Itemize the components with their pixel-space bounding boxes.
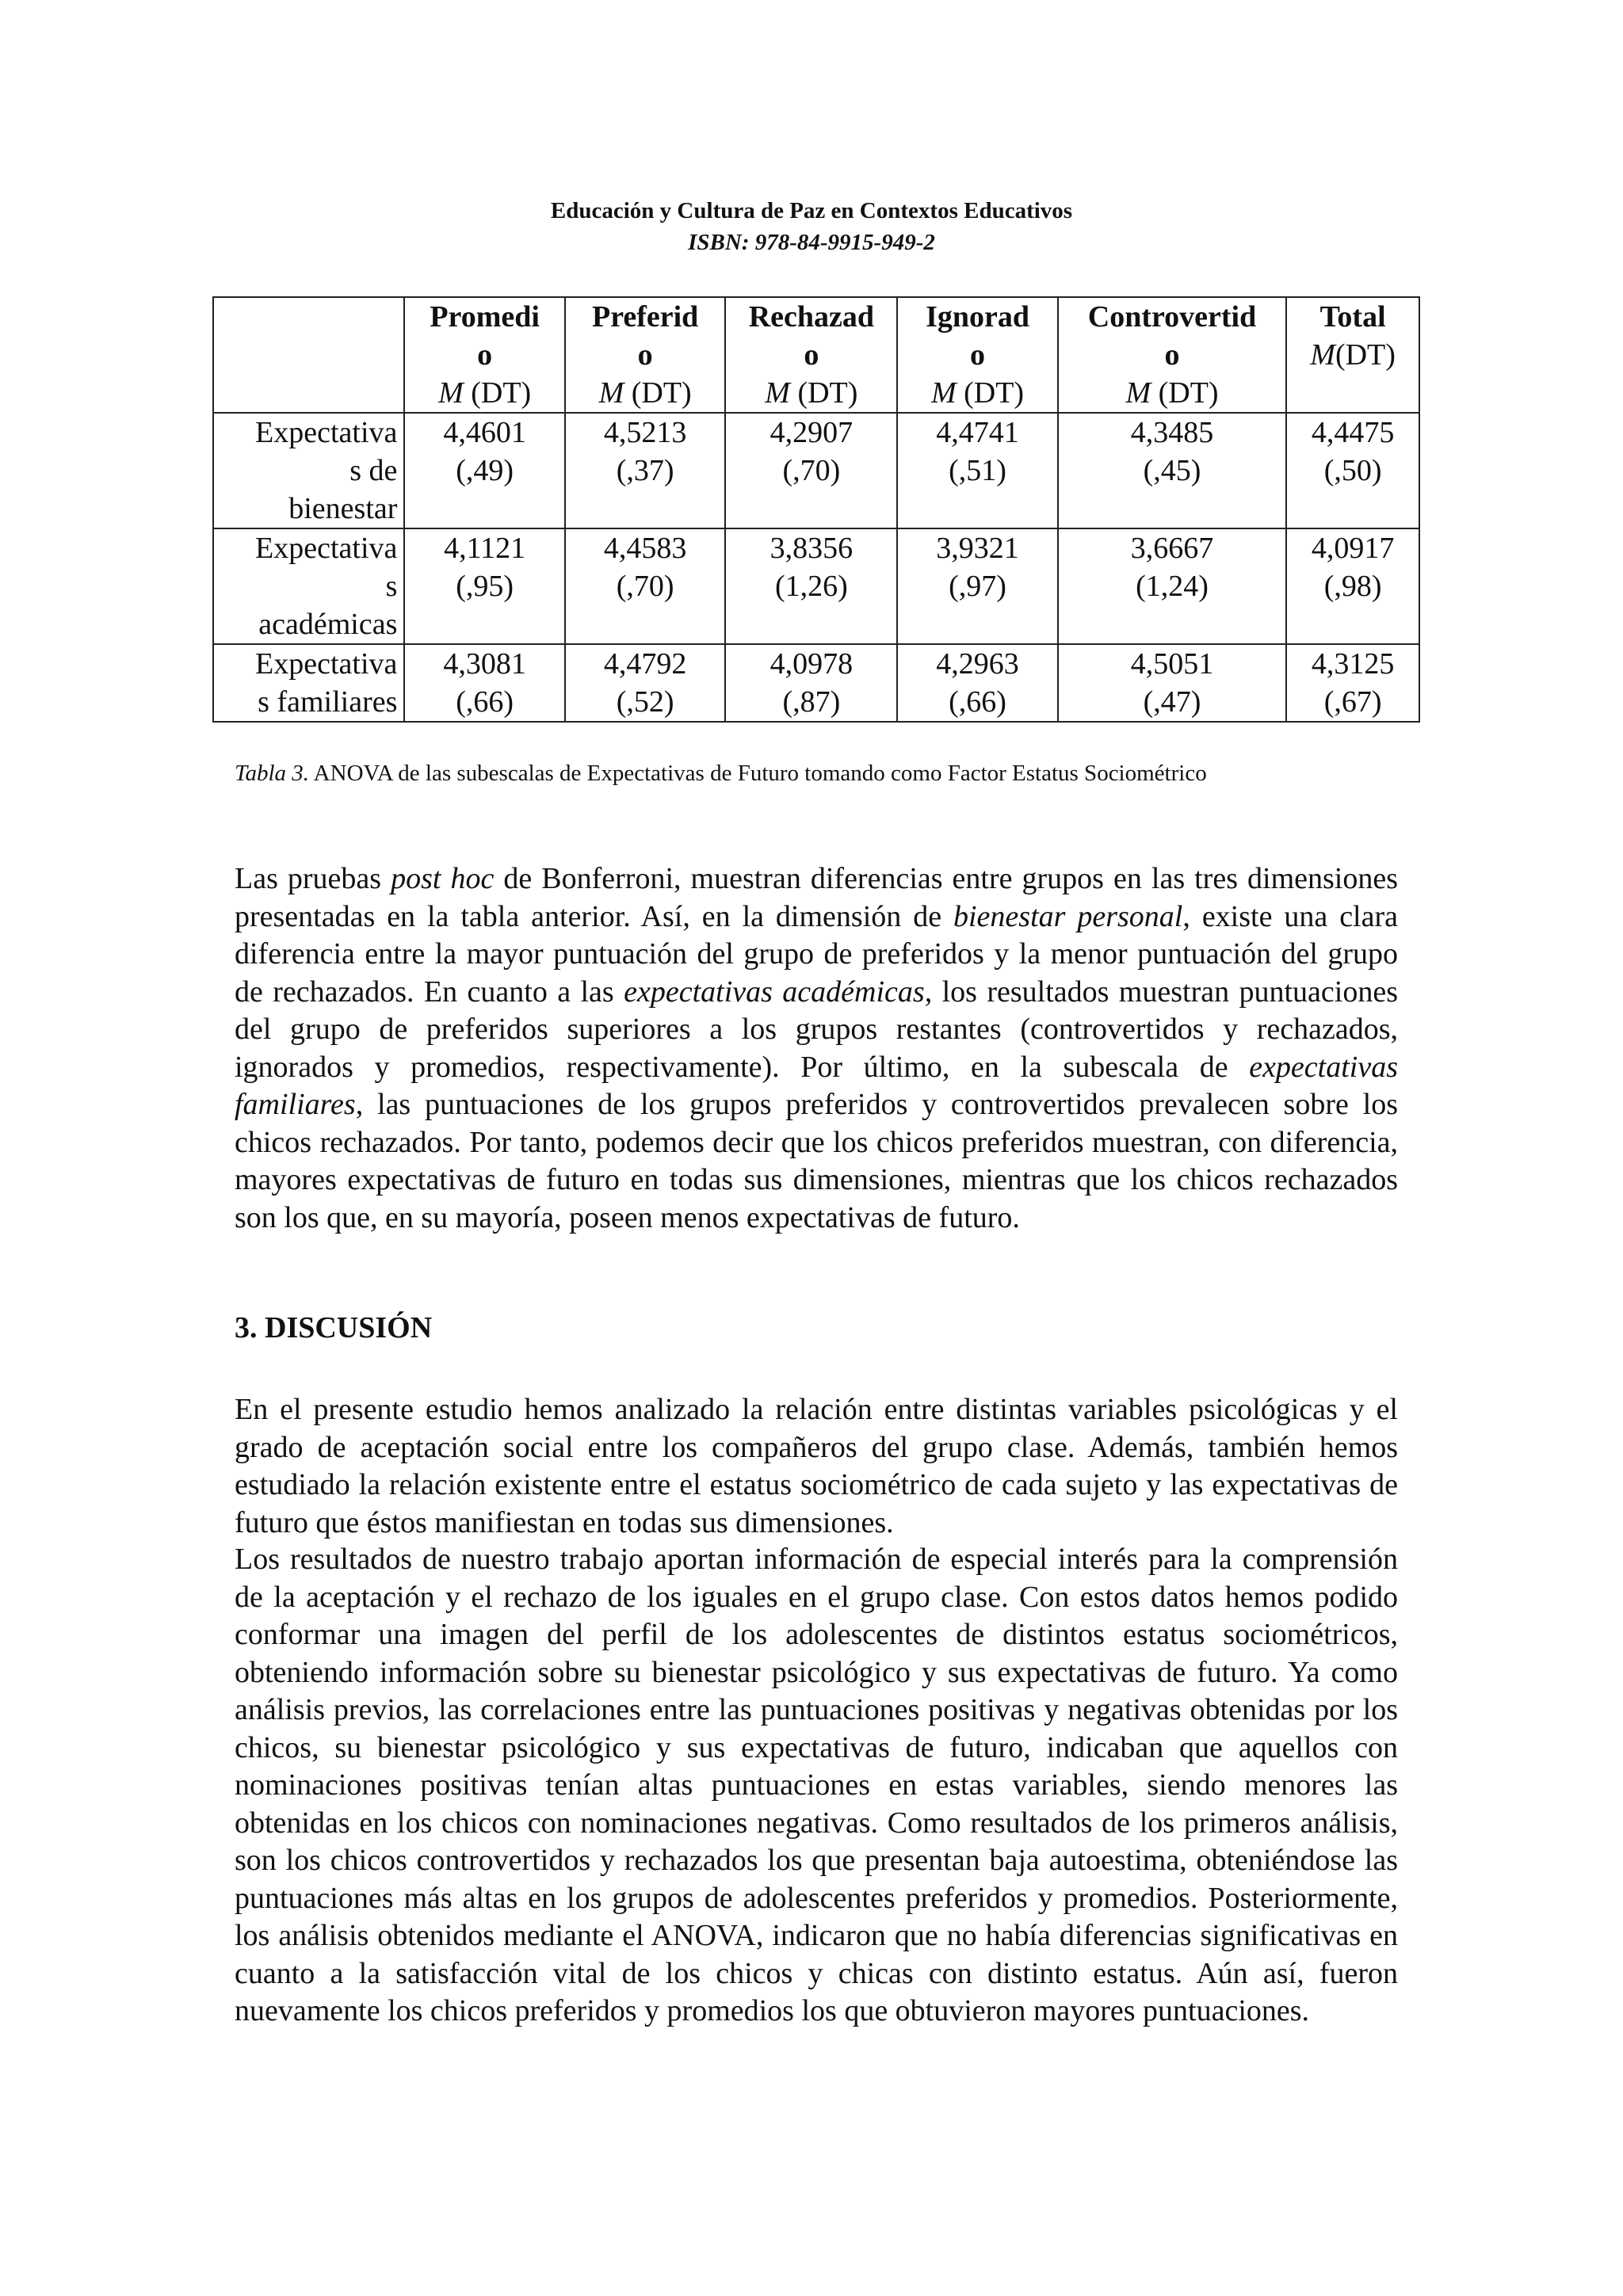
italic-term: expectativas académicas <box>624 974 925 1009</box>
table-cell <box>897 644 1058 722</box>
mean-symbol: M <box>1310 338 1335 372</box>
mean-value: 4,3081 <box>443 647 526 681</box>
row-label-line: s <box>385 570 398 603</box>
table-cell <box>565 413 726 528</box>
column-subheader <box>903 374 1052 412</box>
mean-symbol: M <box>598 376 624 410</box>
row-label-line: s de <box>349 454 398 487</box>
sd-value: (,66) <box>456 685 514 719</box>
mean-symbol: M <box>1125 376 1151 410</box>
text-segment: , los resultados muestran puntuaciones del grupo de preferidos superiores a los grupos restantes (controvertidos y rechazados, ignorados y promedios, respectivamente). Por último, en la subescala de <box>235 974 1398 1084</box>
dt-label: (DT) <box>463 376 532 410</box>
mean-value: 4,0978 <box>769 647 854 681</box>
mean-value: 4,2907 <box>769 416 854 449</box>
paragraph-text: En el presente estudio hemos analizado la relación entre distintas variables psicológicas y el grado de aceptación social entre los compañeros del grupo clase. Además, también hemos estudiado la relación existente entre el estatus sociométrico de cada sujeto y las expectativas de futuro que éstos manifiestan en todas sus dimensiones. <box>235 1393 1398 1539</box>
table-cell <box>1058 644 1286 722</box>
table-cell <box>897 413 1058 528</box>
column-header <box>897 297 1058 413</box>
sd-value: (,95) <box>456 570 514 603</box>
table-cell <box>725 413 897 528</box>
column-subheader <box>1292 336 1414 374</box>
section-heading-discussion: 3. DISCUSIÓN <box>235 1311 433 1344</box>
italic-term: bienestar personal <box>953 899 1183 933</box>
mean-value: 4,3125 <box>1311 647 1395 681</box>
text-segment: , existe una clara diferencia entre la mayor puntuación del grupo de preferidos y la menor puntuación del grupo de rechazados. En cuanto a las <box>235 899 1398 1009</box>
table-cell <box>565 528 726 644</box>
sd-value: (,67) <box>1323 685 1382 719</box>
column-name: Total <box>1319 300 1386 334</box>
column-name: o <box>1164 338 1180 372</box>
table-cell <box>404 413 565 528</box>
mean-value: 3,6667 <box>1130 532 1214 565</box>
column-name: Rechazad <box>748 300 874 334</box>
column-header <box>404 297 565 413</box>
mean-symbol: M <box>930 376 957 410</box>
table-row <box>213 528 1419 644</box>
column-subheader <box>1064 374 1281 412</box>
column-subheader <box>731 374 892 412</box>
table-cell <box>404 644 565 722</box>
paragraph-discussion-1 <box>235 1391 1398 1542</box>
sd-value: (1,26) <box>774 570 848 603</box>
table-cell <box>1286 644 1419 722</box>
sd-value: (,45) <box>1143 454 1201 487</box>
empty-corner-cell <box>213 297 404 413</box>
mean-symbol: M <box>765 376 790 410</box>
table-cell <box>725 528 897 644</box>
row-label-line: académicas <box>258 608 398 641</box>
mean-value: 4,4741 <box>936 416 1019 449</box>
table-cell <box>565 644 726 722</box>
italic-term: expectativas familiares <box>235 1050 1398 1121</box>
row-label-line: bienestar <box>288 492 398 525</box>
mean-value: 4,5213 <box>603 416 687 449</box>
text-segment: de Bonferroni, muestran diferencias entre grupos en las tres dimensiones presentadas en la tabla anterior. Así, en la dimensión de <box>235 862 1399 933</box>
row-label-line: s familiares <box>258 685 398 719</box>
dt-label: (DT) <box>1335 338 1396 372</box>
dt-label: (DT) <box>956 376 1025 410</box>
book-title: Educación y Cultura de Paz en Contextos Educativos <box>550 198 1073 223</box>
row-label <box>213 413 404 528</box>
column-subheader <box>571 374 720 412</box>
mean-symbol: M <box>438 376 464 410</box>
row-label <box>213 644 404 722</box>
table-cell <box>1286 413 1419 528</box>
dt-label: (DT) <box>1151 376 1219 410</box>
mean-value: 4,4475 <box>1311 416 1395 449</box>
table-cell <box>1058 413 1286 528</box>
column-header <box>565 297 726 413</box>
mean-value: 3,8356 <box>769 532 854 565</box>
row-label-line: Expectativa <box>255 416 398 449</box>
table-cell <box>725 644 897 722</box>
column-name: Preferid <box>591 300 699 334</box>
dt-label: (DT) <box>789 376 858 410</box>
table-row <box>213 644 1419 722</box>
text-segment: Las pruebas <box>235 862 391 895</box>
column-name: Controvertid <box>1087 300 1257 334</box>
sd-value: (,50) <box>1323 454 1382 487</box>
sd-value: (,37) <box>616 454 674 487</box>
caption-text: ANOVA de las subescalas de Expectativas de Futuro tomando como Factor Estatus Sociométrico <box>309 761 1207 786</box>
caption-label: Tabla 3. <box>235 761 310 786</box>
sd-value: (,66) <box>949 685 1006 719</box>
row-label <box>213 528 404 644</box>
dt-label: (DT) <box>624 376 692 410</box>
sd-value: (,52) <box>616 685 674 719</box>
anova-table <box>212 296 1420 723</box>
column-header <box>725 297 897 413</box>
column-name: o <box>804 338 819 372</box>
table-cell <box>404 528 565 644</box>
mean-value: 4,4601 <box>443 416 526 449</box>
mean-value: 4,4583 <box>603 532 687 565</box>
paragraph-results <box>235 860 1398 1237</box>
column-header <box>1286 297 1419 413</box>
column-subheader <box>410 374 559 412</box>
row-label-line: Expectativa <box>255 647 398 681</box>
italic-term: post hoc <box>391 862 495 895</box>
column-name: o <box>637 338 653 372</box>
table-caption <box>235 757 1398 789</box>
text-segment: , las puntuaciones de los grupos preferidos y controvertidos prevalecen sobre los chicos rechazados. Por tanto, podemos decir que los chicos preferidos muestran, con diferencia, mayores expectativas de futuro en todas sus dimensiones, mientras que los chicos rechazados son los que, en su mayoría, poseen menos expectativas de futuro. <box>235 1088 1398 1234</box>
mean-value: 4,2963 <box>936 647 1019 681</box>
table-header-row <box>213 297 1419 413</box>
mean-value: 4,0917 <box>1311 532 1395 565</box>
mean-value: 4,5051 <box>1130 647 1214 681</box>
column-name: o <box>970 338 986 372</box>
column-name: Promedi <box>430 300 540 334</box>
mean-value: 3,9321 <box>936 532 1019 565</box>
sd-value: (,47) <box>1143 685 1201 719</box>
row-label-line: Expectativa <box>255 532 398 565</box>
sd-value: (1,24) <box>1136 570 1209 603</box>
sd-value: (,70) <box>782 454 841 487</box>
column-name: o <box>477 338 493 372</box>
page-header <box>0 195 1623 258</box>
isbn: ISBN: 978-84-9915-949-2 <box>688 230 935 255</box>
sd-value: (,98) <box>1323 570 1382 603</box>
mean-value: 4,1121 <box>444 532 526 565</box>
paragraph-text: Los resultados de nuestro trabajo aportan información de especial interés para la comprensión de la aceptación y el rechazo de los iguales en el grupo clase. Con estos datos hemos podido conformar una imagen del perfil de los adolescentes de distintos estatus sociométricos, obteniendo información sobre su bienestar psicológico y sus expectativas de futuro. Ya como análisis previos, las correlaciones entre las puntuaciones positivas y negativas obtenidas por los chicos, su bienestar psicológico y sus expectativas de futuro, indicaban que aquellos con nominaciones positivas tenían altas puntuaciones en estas variables, siendo menores las obtenidas en los chicos con nominaciones negativas. Como resultados de los primeros análisis, son los chicos controvertidos y rechazados los que presentan baja autoestima, obteniéndose las puntuaciones más altas en los grupos de adolescentes preferidos y promedios. Posteriormente, los análisis obtenidos mediante el ANOVA, indicaron que no había diferencias significativas en cuanto a la satisfacción vital de los chicos y chicas con distinto estatus. Aún así, fueron nuevamente los chicos preferidos y promedios los que obtuvieron mayores puntuaciones. <box>235 1543 1398 2027</box>
column-header <box>1058 297 1286 413</box>
paragraph-discussion-2 <box>235 1541 1398 2031</box>
table-cell <box>1286 528 1419 644</box>
mean-value: 4,4792 <box>603 647 687 681</box>
sd-value: (,70) <box>616 570 674 603</box>
sd-value: (,49) <box>456 454 514 487</box>
table-cell <box>1058 528 1286 644</box>
column-name: Ignorad <box>926 300 1029 334</box>
sd-value: (,97) <box>949 570 1006 603</box>
table-row <box>213 413 1419 528</box>
mean-value: 4,3485 <box>1130 416 1214 449</box>
sd-value: (,87) <box>782 685 841 719</box>
sd-value: (,51) <box>949 454 1006 487</box>
table-cell <box>897 528 1058 644</box>
